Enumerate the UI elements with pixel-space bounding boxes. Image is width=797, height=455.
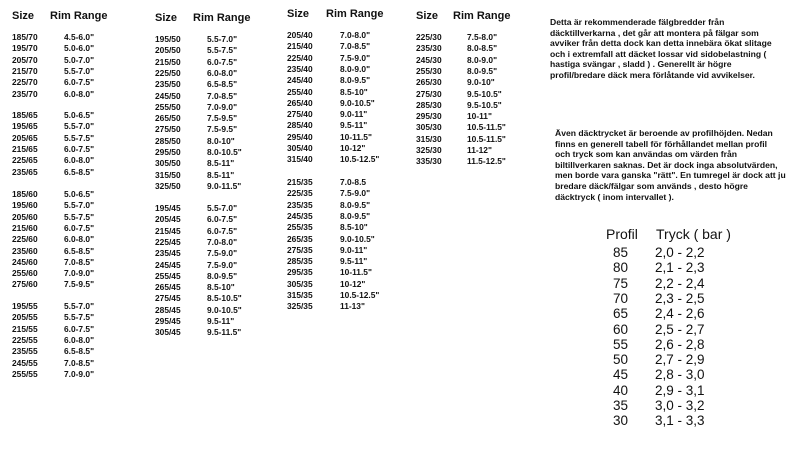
- tire-size: 235/45: [155, 248, 181, 259]
- rim-range: 7.5-9.0": [340, 52, 371, 63]
- rim-range: 8.0-9.5": [340, 75, 371, 86]
- tire-size: 285/40: [287, 120, 313, 131]
- size-header: Size: [12, 10, 35, 22]
- rim-range: 7.0-9.0": [64, 268, 95, 279]
- tire-size: 235/70: [12, 88, 38, 99]
- tire-size: 265/45: [155, 282, 181, 293]
- tire-size: 185/70: [12, 32, 38, 42]
- rim-range: 7.0-8.0": [340, 30, 371, 40]
- profile-value: 50: [613, 352, 629, 368]
- text-line: Även däcktrycket är beroende av profilhöjden. Nedan: [555, 128, 773, 138]
- rim-range: 9.5-10.5": [467, 88, 502, 99]
- rim-range: 9.5-10.5": [467, 99, 502, 110]
- rim-range: 6.0-7.5": [64, 323, 95, 334]
- rim-range: 9.5-11": [207, 316, 235, 326]
- tire-size: 265/35: [287, 233, 313, 244]
- rim-range: 11.5-12.5": [467, 156, 506, 167]
- pressure-header: Tryck ( bar ): [656, 226, 731, 242]
- tire-size: 225/55: [12, 334, 38, 345]
- text-line: finns en generell tabell för förhållandet mellan profil: [555, 138, 768, 149]
- rim-range: 9.0-11.5": [207, 180, 242, 191]
- tire-size: 245/30: [416, 54, 442, 65]
- tire-size: 255/60: [12, 268, 38, 279]
- pressure-value: 2,5 - 2,7: [655, 321, 705, 337]
- rim-range: 10-11.5": [340, 267, 372, 278]
- rim-range: 10.5-11.5": [467, 133, 506, 144]
- profile-value: 60: [613, 321, 629, 337]
- tire-size: 325/50: [155, 180, 181, 191]
- rim-range: 7.5-9.0": [207, 248, 238, 259]
- pressure-value: 2,1 - 2,3: [655, 260, 705, 276]
- rim-range: 5.5-7.5": [207, 45, 238, 56]
- rim-range: 7.0-8.5": [64, 357, 95, 368]
- pressure-value: 2,0 - 2,2: [655, 245, 705, 260]
- profile-value: 35: [613, 398, 629, 413]
- size-header: Size: [287, 8, 310, 20]
- rim-range: 8.5-11": [207, 158, 235, 169]
- rim-range: 6.0-7.5": [64, 143, 95, 154]
- rim-range: 4.5-6.0": [64, 32, 95, 42]
- rim-range: 5.5-7.0": [207, 34, 238, 44]
- tire-size: 295/35: [287, 267, 313, 278]
- tire-size: 305/40: [287, 143, 313, 153]
- tire-size: 315/50: [155, 169, 181, 180]
- pressure-value: 2,3 - 2,5: [655, 290, 705, 306]
- profile-value: 40: [613, 382, 629, 398]
- rim-range: 10-11": [467, 111, 492, 122]
- rim-range: 6.0-7.5": [64, 77, 95, 88]
- tire-size: 325/30: [416, 145, 442, 155]
- rim-range: 10.5-12.5": [340, 290, 380, 300]
- rim-range: 7.0-8.5": [340, 41, 371, 52]
- tire-size: 215/45: [155, 225, 181, 236]
- rim-range: 5.5-7.5": [64, 312, 95, 323]
- tire-size: 215/50: [155, 56, 181, 67]
- pressure-value: 2,7 - 2,9: [655, 352, 705, 368]
- pressure-value: 2,2 - 2,4: [655, 275, 705, 291]
- tire-size: 275/60: [12, 279, 38, 290]
- tire-size: 235/65: [12, 166, 38, 177]
- tire-size: 255/50: [155, 101, 181, 112]
- rim-range: 6.0-8.0": [64, 334, 95, 345]
- rim-range-header: Rim Range: [50, 10, 108, 22]
- profile-value: 80: [613, 260, 629, 276]
- tire-size: 285/50: [155, 135, 181, 146]
- rim-range: 5.5-7.5": [64, 132, 95, 143]
- tire-size: 305/35: [287, 278, 313, 289]
- text-line: men borde vara ganska "rätt". En tumregel är dock att ju: [555, 170, 786, 181]
- text-line: profil/bredare däck mera förlåtande vid avvikelser.: [550, 69, 755, 80]
- text-line: hastiga svängar , sladd ) . Generellt är högre: [550, 59, 732, 70]
- rim-range: 5.5-7.0": [64, 121, 95, 132]
- tire-size: 315/30: [416, 133, 442, 144]
- profile-value: 85: [613, 245, 629, 260]
- rim-range: 10-12": [340, 278, 366, 289]
- tire-size: 255/55: [12, 368, 38, 379]
- tire-size: 235/50: [155, 79, 181, 90]
- tire-size: 215/55: [12, 323, 38, 334]
- rim-range: 10-12": [340, 143, 366, 153]
- rim-range: 6.5-8.5": [207, 79, 238, 90]
- text-line: och i extremfall att däcket lossar vid sidobelastning (: [550, 48, 767, 59]
- rim-range: 7.0-8.5": [64, 256, 95, 267]
- tire-size: 205/40: [287, 30, 313, 40]
- tire-size: 255/30: [416, 65, 442, 76]
- tire-size: 195/70: [12, 43, 38, 54]
- rim-range: 8.5-10.5": [207, 293, 242, 304]
- text-line: avviker från detta dock kan detta innebära ökat slitage: [550, 38, 772, 49]
- tire-size: 265/50: [155, 113, 181, 124]
- rim-range-header: Rim Range: [193, 12, 251, 24]
- tire-size: 195/55: [12, 301, 38, 311]
- rim-range: 10-11.5": [340, 131, 372, 142]
- tire-size: 305/50: [155, 158, 181, 169]
- rim-range: 9.0-10": [467, 77, 495, 88]
- tire-size: 195/45: [155, 203, 181, 213]
- rim-range: 8.0-9.5": [207, 270, 238, 281]
- tire-size: 245/60: [12, 256, 38, 267]
- rim-range: 9.0-10.5": [340, 233, 375, 244]
- rim-range: 8.5-10": [340, 222, 368, 233]
- rim-range-header: Rim Range: [453, 10, 511, 22]
- rim-range: 8.5-10": [340, 86, 368, 97]
- tire-size: 215/35: [287, 177, 313, 187]
- rim-range: 8.0-8.5": [467, 43, 498, 54]
- text-line: bredare däck/fälgar som används , desto högre: [555, 180, 748, 191]
- tire-size: 295/45: [155, 316, 181, 326]
- tire-size: 305/45: [155, 327, 181, 338]
- rim-range: 8.0-9.0": [467, 54, 498, 65]
- tire-size: 275/45: [155, 293, 181, 304]
- tire-size: 235/55: [12, 346, 38, 357]
- rim-range: 5.5-7.5": [64, 211, 95, 222]
- tire-size: 245/45: [155, 259, 181, 270]
- tire-size: 225/30: [416, 32, 442, 42]
- profile-header: Profil: [606, 226, 638, 242]
- rim-range: 6.0-7.5": [207, 225, 238, 236]
- rim-range: 8.0-9.5": [340, 210, 371, 221]
- tire-size: 235/60: [12, 245, 38, 256]
- tire-size: 255/45: [155, 270, 181, 281]
- pressure-value: 3,1 - 3,3: [655, 413, 705, 429]
- size-header: Size: [155, 12, 178, 24]
- text-line: däcktryck ( inom intervallet ).: [555, 191, 674, 202]
- tire-size: 205/70: [12, 54, 38, 65]
- rim-range-header: Rim Range: [326, 8, 384, 20]
- profile-value: 30: [613, 413, 629, 429]
- rim-range: 8.0-10": [207, 135, 235, 146]
- pressure-value: 3,0 - 3,2: [655, 398, 705, 413]
- pressure-value: 2,4 - 2,6: [655, 306, 705, 322]
- rim-range: 5.0-7.0": [64, 54, 95, 65]
- tire-size: 245/55: [12, 357, 38, 368]
- tire-size: 225/50: [155, 67, 181, 78]
- tire-size: 245/35: [287, 210, 313, 221]
- rim-range: 7.5-9.0": [340, 188, 371, 199]
- tire-size: 235/30: [416, 43, 442, 54]
- tire-size: 205/55: [12, 312, 38, 323]
- rim-range: 6.5-8.5": [64, 166, 95, 177]
- rim-range: 5.5-7.0": [64, 200, 95, 211]
- tire-size: 215/65: [12, 143, 38, 154]
- tire-size: 265/30: [416, 77, 442, 88]
- rim-range: 10.5-12.5": [340, 154, 380, 165]
- tire-size: 225/35: [287, 188, 313, 199]
- tire-size: 215/40: [287, 41, 313, 52]
- pressure-value: 2,8 - 3,0: [655, 367, 705, 383]
- rim-range: 11-13": [340, 301, 365, 312]
- rim-range: 9.0-10.5": [207, 304, 242, 315]
- rim-range: 8.0-9.5": [467, 65, 498, 76]
- rim-range: 8.0-9.0": [340, 63, 371, 74]
- tire-size: 255/35: [287, 222, 313, 233]
- rim-range: 8.0-9.5": [340, 199, 371, 210]
- tire-size: 295/30: [416, 111, 442, 122]
- pressure-value: 2,6 - 2,8: [655, 336, 705, 352]
- text-line: Detta är rekommenderade fälgbredder från: [550, 17, 725, 27]
- tire-size: 225/70: [12, 77, 38, 88]
- tire-size: 245/50: [155, 90, 181, 101]
- tire-size: 315/35: [287, 290, 313, 300]
- tire-size: 215/60: [12, 222, 38, 233]
- rim-recommendation-text: [550, 17, 772, 81]
- rim-range: 5.0-6.0": [64, 43, 95, 54]
- rim-range: 5.5-7.0": [64, 65, 95, 76]
- tire-size: 255/40: [287, 86, 313, 97]
- rim-range: 6.0-8.0": [64, 155, 95, 166]
- rim-range: 9.5-11": [340, 120, 368, 131]
- rim-range: 9.5-11": [340, 256, 368, 267]
- tire-size: 245/40: [287, 75, 313, 86]
- rim-range: 7.0-9.0": [64, 368, 95, 379]
- rim-range: 6.0-8.0": [64, 88, 95, 99]
- profile-value: 75: [613, 275, 629, 291]
- text-line: och tryck som kan användas om värden från: [555, 149, 737, 160]
- tire-size: 185/65: [12, 110, 38, 120]
- rim-range: 6.0-7.5": [207, 214, 238, 225]
- rim-range: 8.0-10.5": [207, 147, 242, 157]
- rim-range: 9.5-11.5": [207, 327, 242, 338]
- tire-size: 225/45: [155, 236, 181, 247]
- tire-size: 215/70: [12, 65, 38, 76]
- tire-size: 305/30: [416, 122, 442, 133]
- tire-size: 335/30: [416, 156, 442, 167]
- rim-range: 9.0-11": [340, 109, 368, 120]
- rim-range: 6.0-7.5": [207, 56, 238, 67]
- text-line: biltillverkaren saknas. Det är dock inga absolutvärden,: [555, 159, 778, 170]
- rim-range: 11-12": [467, 145, 492, 155]
- tire-size: 295/40: [287, 131, 313, 142]
- tire-size: 285/45: [155, 304, 181, 315]
- rim-range: 7.0-8.0": [207, 236, 238, 247]
- rim-range: 6.0-8.0": [64, 234, 95, 245]
- rim-range: 5.5-7.0": [207, 203, 238, 213]
- profile-value: 45: [613, 367, 629, 383]
- tire-size: 275/40: [287, 109, 313, 120]
- text-line: däcktillverkarna , det går att montera på fälgar som: [550, 27, 759, 38]
- tire-size: 315/40: [287, 154, 313, 165]
- tire-size: 225/60: [12, 234, 38, 245]
- tire-size: 195/50: [155, 34, 181, 44]
- rim-range: 7.5-9.0": [207, 259, 238, 270]
- tire-size: 285/30: [416, 99, 442, 110]
- rim-range: 7.5-9.5": [207, 124, 238, 135]
- tire-pressure-text: [555, 128, 786, 202]
- tire-size: 195/60: [12, 200, 38, 211]
- rim-range: 7.0-8.5": [207, 90, 238, 101]
- rim-range: 7.5-9.5": [207, 113, 238, 124]
- tire-size: 265/40: [287, 97, 313, 108]
- tire-size: 205/65: [12, 132, 38, 143]
- tire-size: 185/60: [12, 189, 38, 199]
- profile-value: 55: [613, 336, 629, 352]
- rim-range: 5.0-6.5": [64, 189, 95, 199]
- rim-range: 6.0-7.5": [64, 222, 95, 233]
- tire-size: 225/40: [287, 52, 313, 63]
- rim-range: 10.5-11.5": [467, 122, 506, 133]
- rim-range: 5.5-7.0": [64, 301, 95, 311]
- pressure-value: 2,9 - 3,1: [655, 382, 705, 398]
- rim-range: 5.0-6.5": [64, 110, 95, 120]
- rim-range: 7.5-8.0": [467, 32, 498, 42]
- tire-size: 285/35: [287, 256, 313, 267]
- tire-size: 225/65: [12, 155, 38, 166]
- rim-range: 7.0-8.5: [340, 177, 367, 187]
- profile-value: 70: [613, 290, 629, 306]
- rim-range: 6.5-8.5": [64, 346, 95, 357]
- rim-range: 6.0-8.0": [207, 67, 238, 78]
- rim-range: 9.0-10.5": [340, 97, 375, 108]
- profile-value: 65: [613, 306, 629, 322]
- rim-range: 8.5-10": [207, 282, 235, 293]
- tire-size: 325/35: [287, 301, 313, 312]
- tire-size: 275/50: [155, 124, 181, 135]
- tire-size: 205/50: [155, 45, 181, 56]
- tire-size: 235/40: [287, 63, 313, 74]
- rim-range: 6.5-8.5": [64, 245, 95, 256]
- tire-size: 235/35: [287, 199, 313, 210]
- tire-size: 295/50: [155, 147, 181, 157]
- rim-range: 8.5-11": [207, 169, 235, 180]
- rim-range: 7.0-9.0": [207, 101, 238, 112]
- tire-size: 275/30: [416, 88, 442, 99]
- tire-size: 275/35: [287, 244, 313, 255]
- tire-size: 195/65: [12, 121, 38, 132]
- size-header: Size: [416, 10, 439, 22]
- tire-size: 205/45: [155, 214, 181, 225]
- tire-size: 205/60: [12, 211, 38, 222]
- rim-range: 7.5-9.5": [64, 279, 95, 290]
- rim-range: 9.0-11": [340, 244, 368, 255]
